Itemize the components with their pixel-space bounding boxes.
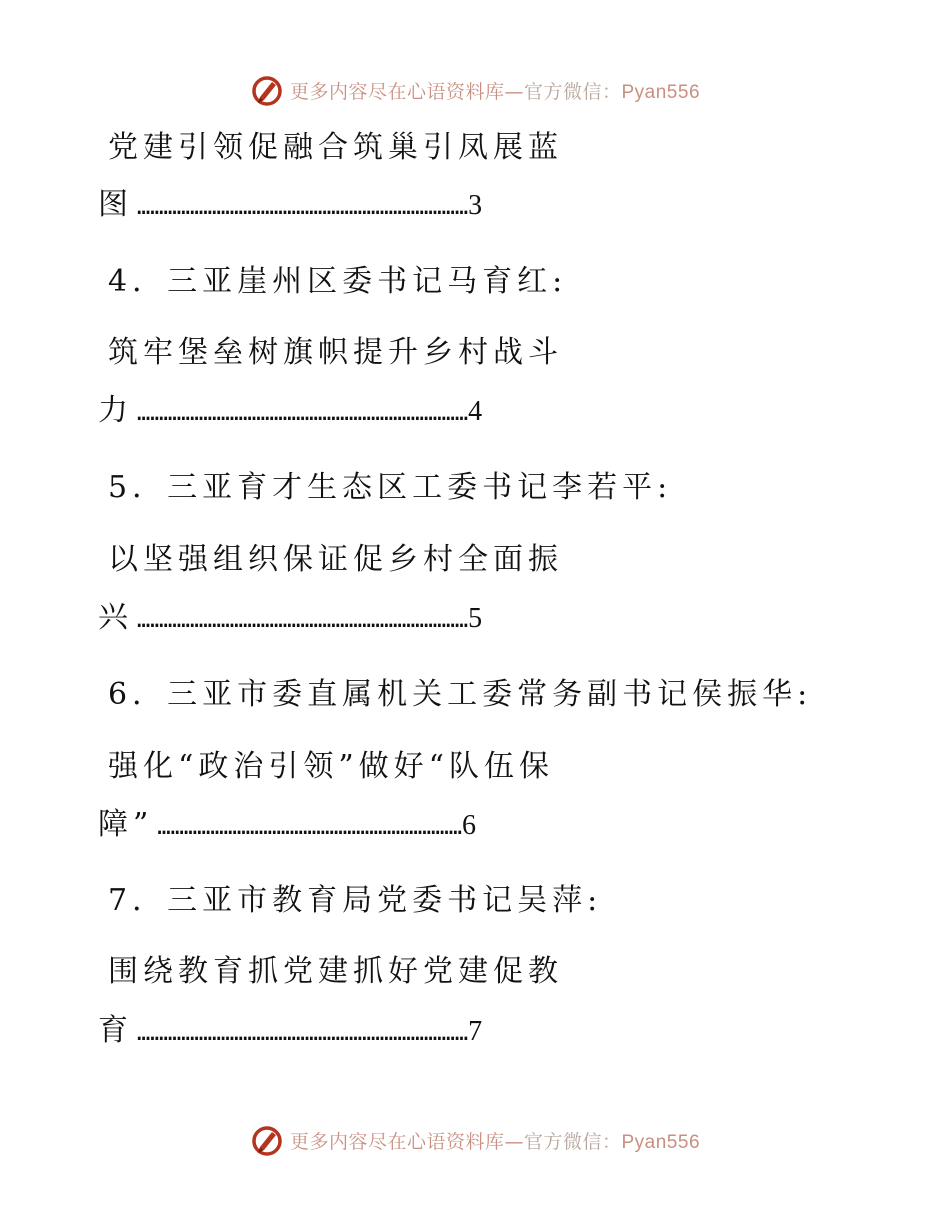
watermark-text: 更多内容尽在心语资料库—官方微信：Pyan556 xyxy=(289,1130,701,1153)
toc-entry-4-leader[interactable] xyxy=(98,391,482,434)
toc-entry-tail: 育 xyxy=(98,1013,133,1048)
pen-logo-icon xyxy=(250,73,284,107)
toc-entry-6-leader[interactable] xyxy=(98,805,476,848)
toc-page-number: 5 xyxy=(468,603,483,634)
toc-page-number: 7 xyxy=(468,1016,483,1047)
pen-logo-icon xyxy=(250,1123,284,1157)
toc-entry-6-subtitle: 强化“政治引领”做好“队伍保 xyxy=(108,749,555,784)
toc-page-number: 3 xyxy=(468,190,483,221)
toc-entry-4-heading: 4．三亚崖州区委书记马育红: xyxy=(108,264,568,299)
toc-entry-7-heading: 7．三亚市教育局党委书记吴萍: xyxy=(108,883,603,918)
toc-entry-7-subtitle: 围绕教育抓党建抓好党建促教 xyxy=(108,954,563,989)
toc-entry-3-subtitle: 党建引领促融合筑巢引凤展蓝 xyxy=(108,130,563,165)
toc-entry-tail: 图 xyxy=(98,187,133,222)
watermark-text: 更多内容尽在心语资料库—官方微信：Pyan556 xyxy=(289,80,701,103)
toc-dots: ………………………………………………………………… xyxy=(137,608,469,633)
toc-entry-5-leader[interactable] xyxy=(98,598,482,641)
toc-entry-5-subtitle: 以坚强组织保证促乡村全面振 xyxy=(108,542,563,577)
toc-page-number: 4 xyxy=(468,396,483,427)
toc-dots: …………………………………………………………… xyxy=(157,815,462,840)
toc-entry-3-leader[interactable] xyxy=(98,185,482,228)
toc-entry-5-heading: 5．三亚育才生态区工委书记李若平: xyxy=(108,470,673,505)
toc-dots: ………………………………………………………………… xyxy=(137,401,469,426)
watermark-bottom xyxy=(0,1120,950,1160)
toc-page-number: 6 xyxy=(461,810,476,841)
toc-dots: ………………………………………………………………… xyxy=(137,1021,469,1046)
toc-entry-tail: 兴 xyxy=(98,600,133,635)
toc-entry-6-heading: 6．三亚市委直属机关工委常务副书记侯振华: xyxy=(108,677,813,712)
toc-entry-tail: 障” xyxy=(98,807,154,842)
toc-entry-4-subtitle: 筑牢堡垒树旗帜提升乡村战斗 xyxy=(108,335,563,370)
toc-entry-7-leader[interactable] xyxy=(98,1011,482,1054)
toc-dots: ………………………………………………………………… xyxy=(137,195,469,220)
watermark-top xyxy=(0,70,950,110)
toc-entry-tail: 力 xyxy=(98,393,133,428)
